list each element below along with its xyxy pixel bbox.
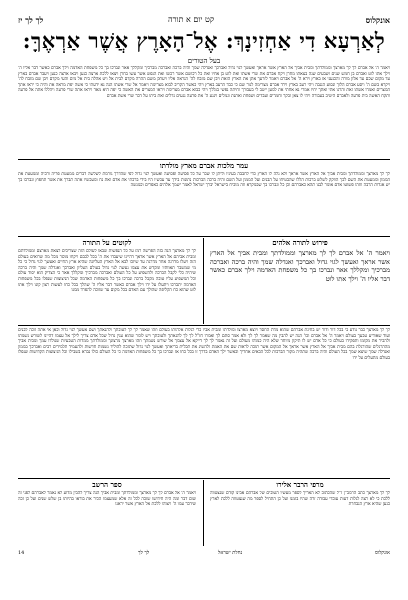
column-divider	[203, 480, 204, 546]
divider-rule	[18, 159, 390, 160]
footer-left: 14	[18, 550, 25, 556]
divider-rule	[18, 236, 390, 237]
running-header	[18, 12, 390, 28]
commentary-block-2: לך לך מארצך וממולדתך ומבית אביך אל הארץ אשר אראך ולא גלה לו הארץ כדי לחבבה בעיניו וליתן לו שכר על כל פסיעה ופסיעה ואעשך לגוי גדול לפי שהדרך גורמת לשלשה דברים ממעטת פריה ורביה וממעטת את הממון וממעטת את השם לכך הוזקק לשלש ברכות הללו שהבטיחו על הבנים ועל הממון ועל השם והיה ברכה הברכות נתונות בידך עד עכשיו היו בידי ברכתי את אדם ואת נח ומעכשיו אתה תברך את אשר תחפוץ ונברכו בך יש אגדות הרבה ווזהו פשוטו אדם אומר לבנו תהא כאברהם וכן כל ונברכו בך שבמקרא וזה מוכיח בישראל יברך ישראל לאמר ישמך אלהים כאפרים וכמנשה	[18, 172, 390, 189]
footer-right: אונקלוס	[374, 550, 390, 556]
footer-center: נחלת ישראל	[218, 550, 243, 556]
right-column-heading: פירוש לתורה אלהים	[272, 238, 328, 247]
commentary-block-wide: לך לך מארצך כבר נודע כי בכל דור ודור יש בחינת אברהם שהוא מדת החסד ויוצא מארצו ומולדתו ומבית אביו כדי לגלות אלהותו בעולם וזהו שאמר לך לך לטובתך ולהנאתך ושם אעשך לגוי גדול וכאן אי אתה זוכה לבנים ועוד שאודיע טבעך בעולם ויאמר ה' אל אברם וכו' הנה יש להבין מה שאמר לך לך ולא אמר סתם לך ואמרו חז"ל לך לך להנאתך ולטובתך ויש לומר שהוא ענין גדול שכל אדם צריך לילך אל עצמו דהיינו לשורש נשמתו ולהכיר את מקומו ותפקידו בעולם כי כל אדם יש לו תיקון מיוחד שלא היה כמוהו מעולם ועל זה נאמר לך לך דייקא אל עצמך אל שורש נשמתך וזהו מארצך מרצונך וממולדתך ממדות הטבעיות שנולדו עמך ומבית אביך מההרגלים שהורגלת בהם מבית אביך אל הארץ אשר אראך אל המקום אשר תזכה לראות שם את האמת ולהשיג את תכלית בריאתך ואעשך לגוי גדול שתזכה להוליד נשמות חדשות ולהעמיד תלמידים רבים ואברכך בממון ואגדלה שמך שיצא שמך בכל העולם והיה ברכה שתהיה מקור הברכות לכל הבאים אחריך וכאשר ילך האדם בדרך זו בכל כחו אז ונברכו בך כל משפחות האדמה כי כל העולם כולו נברא בשבילו וכל הניצוצות הקדושות שנפלו בעולם מתעלים על ידו	[18, 328, 390, 361]
header-center-label: קט יום א תורה	[168, 15, 215, 24]
commentary-block-top: ויאמר ה' אל אברם לך לך מארצך וממולדתך ומבית אביך אל הארץ אשר אראך ואעשך לגוי גדול ואברכך ואגדלה שמך והיה ברכה ואברכה מברכיך ומקללך אאר ונברכו בך כל משפחת האדמה וילך אברם כאשר דבר אליו ה' וילך אתו לוט ואברם בן חמש שנים ושבעים שנה בצאתו מחרן ויקח אברם את שרי אשתו ואת לוט בן אחיו ואת כל רכושם אשר רכשו ואת הנפש אשר עשו בחרן ויצאו ללכת ארצה כנען ויבאו ארצה כנען ויעבר אברם בארץ עד מקום שכם עד אלון מורה והכנעני אז בארץ וירא ה' אל אברם ויאמר לזרעך אתן את הארץ הזאת ויבן שם מזבח לה' הנראה אליו ויעתק משם ההרה מקדם לבית אל ויט אהלה בית אל מים והעי מקדם ויבן שם מזבח לה' ויקרא בשם ה' ויסע אברם הלוך ונסוע הנגבה ויהי רעב בארץ וירד אברם מצרימה לגור שם כי כבד הרעב בארץ ויהי כאשר הקריב לבוא מצרימה ויאמר אל שרי אשתו הנה נא ידעתי כי אשה יפת מראה את והיה כי יראו אתך המצרים ואמרו אשתו זאת והרגו אתי ואתך יחיו אמרי נא אחתי את למען ייטב לי בעבורך וחיתה נפשי בגללך ויהי כבוא אברם מצרימה ויראו המצרים את האשה כי יפה היא מאד ויראו אתה שרי פרעה ויהללו אתה אל פרעה ותקח האשה בית פרעה ולאברם היטיב בעבורה ויהי לו צאן ובקר וחמרים ועבדים ושפחת ואתנת וגמלים וינגע ה' את פרעה נגעים גדלים ואת ביתו על דבר שרי אשת אברם	[18, 66, 390, 99]
section-title-2: עמר מלכות אברם מארץ מולדתו	[159, 161, 249, 170]
header-onkelos-label: אונקלוס	[365, 15, 390, 25]
left-column-heading: לקוטים על התורה	[82, 238, 132, 247]
divider-rule	[18, 478, 390, 479]
bottom-right-text: לך לך מארצך כתב הרמב"ן ז"ל שהכתוב לא האריך לספר מעשיו הטובים של אברהם אבינו קודם שנצטווה ללכת כי לא רצה לגלות דעות עובדי עבודה זרה שהיו בזמנו ועל כן התחיל לספר מה שנצטווה ללכת לארץ כנען שהיא ארץ הנבחרת	[210, 491, 390, 508]
section-subtitle: בעל הטורים	[187, 57, 221, 65]
column-divider	[203, 238, 204, 324]
divider-rule	[18, 325, 390, 326]
footer-center-left: לך לך	[138, 550, 150, 556]
bottom-left-text: ויאמר ה' אל אברם לך לך מארצך וממולדתך ומבית אביך הנה צריך להבין מדוע לא נאמר לאברהם לפני זה שום דבר ומה היה חידושו שזכה לכל זה אלא שמעצמו הכיר את בוראו בהיותו בן שלש שנים ועל כן זכה שידבר עמו ה' ויצוהו ללכת אל הארץ אשר יראנו	[18, 491, 196, 508]
scanned-page	[18, 0, 390, 600]
right-column-text: ויאמר ה' אל אברם לך לך מארצך וממולדתך ומבית אביך אל הארץ אשר אראך ואעשך לגוי גדול ואברכך ואגדלה שמך והיה ברכה ואברכה מברכיך ומקללך אאר ונברכו בך כל משפחת האדמה וילך אברם כאשר דבר אליו ה' וילך אתו לוט	[210, 249, 390, 283]
page-footer	[18, 548, 390, 558]
left-column-text: לך לך מארצך הנה בזה הפרשה רמז על כל הנפשות שבאו לעולם הזה שצריכים לצאת מארצם וממולדתם ומבית אביהם אל הארץ אשר אראך דהיינו שיעבדו את ה' בכל לבבם ויקחו מוסר מכל מה שרואים בעולם הזה ויעלו מדרגה אחר מדרגה עד שיזכו לבא אל הארץ העליונה שהיא ארץ החיים ואעשך לגוי גדול כי כל מי שמשבר תאוותיו ומקדש את עצמו נעשה לגוי גדול בעולם העליון ואברכך ואגדלה שמך והיה ברכה שיהיה כלי לקבל הברכה ולהשפיע על כל העולם ואברכה מברכיך ומקללך אאר כי הצדיק הוא יסוד עולם וכל המשפיע עליו טובה מקבל ברכה ונברכו בך כל משפחות האדמה שכל הניצוצות שנפלו בכל משפחות האדמה יתברכו ויתעלו על ידו וילך אברם כאשר דבר אליו ה' שהלך בכל כחו לעשות רצון קונו וילך אתו לוט שהוא כח הקליפה שהולך עם האדם בכל מקום עד שזוכה להפרד ממנו	[18, 249, 196, 294]
page-title: לְאַרְעָא דִי אַחְזִינָךְ: אֶל־הָאָרֶץ אֲשֶׁר אַרְאֶךָּ:	[22, 28, 386, 53]
bottom-right-heading: מרפי הרבר אלירו	[276, 480, 324, 489]
header-page-label: לך לך יז	[18, 15, 44, 25]
bottom-left-heading: ספר הרשב	[92, 480, 122, 489]
